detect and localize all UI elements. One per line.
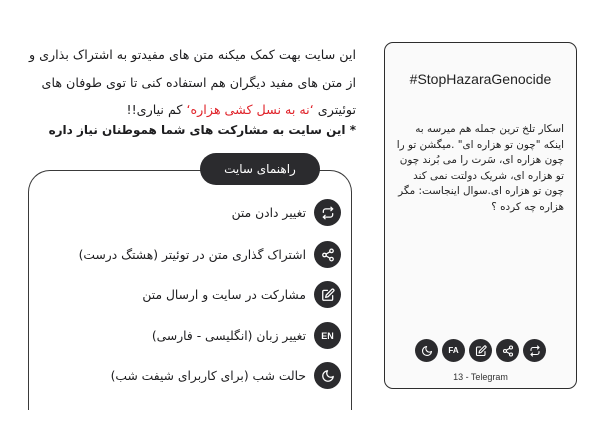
intro-part1: این سایت بهت کمک میکنه متن های مفیدتو به اشتراک بذاری و از متن های مفید دیگران هم استفاده کنی تا توی طوفان های توئیتری: [28, 47, 356, 117]
share-icon: [502, 345, 514, 357]
guide-night-mode-button[interactable]: [314, 362, 341, 389]
guide-share-button[interactable]: [314, 241, 341, 268]
tweet-text: اسکار تلخ ترین جمله هم میرسه به اینکه "چون تو هزاره ای" .میگشن تو را چون هزاره ای، سَرت را می بُرند چون تو هزاره ای، شریک دولتت نمی کند چون تو هزاره ای.سوال اینجاست: مگر هزاره چه کرده ؟: [396, 123, 564, 213]
guide-language-button[interactable]: [314, 322, 341, 349]
language-icon: EN: [321, 330, 334, 341]
intro-text: [22, 41, 356, 124]
language-icon: FA: [448, 346, 459, 355]
guide-item-label: اشتراک گذاری متن در توئیتر (هشتگ درست): [78, 248, 306, 262]
guide-item-label: تغییر دادن متن: [231, 206, 306, 220]
edit-icon: [475, 345, 487, 357]
edit-icon: [321, 288, 335, 302]
intro-highlight: ‘نه به نسل کشی هزاره‘: [186, 102, 314, 117]
intro-note: * این سایت به مشارکت های شما هموطنان نیاز داره: [48, 123, 356, 137]
share-icon: [321, 248, 335, 262]
tweet-card: [384, 42, 577, 389]
guide-change-text-button[interactable]: [314, 199, 341, 226]
guide-item-label: حالت شب (برای کاربرای شیفت شب): [110, 369, 306, 383]
repeat-icon: [321, 206, 335, 220]
card-actions: [385, 339, 576, 362]
repeat-icon: [529, 345, 541, 357]
tweet-source: 13 - Telegram: [453, 372, 508, 382]
guide-item-label: تغییر زبان (انگلیسی - فارسی): [151, 329, 306, 343]
guide-title: راهنمای سایت: [200, 153, 320, 185]
edit-button[interactable]: [469, 339, 492, 362]
language-button[interactable]: [442, 339, 465, 362]
guide-item-label: مشارکت در سایت و ارسال متن: [142, 288, 306, 302]
moon-icon: [321, 369, 335, 383]
intro-part2: کم نیاری!!: [126, 102, 187, 117]
share-button[interactable]: [496, 339, 519, 362]
change-text-button[interactable]: [523, 339, 546, 362]
moon-icon: [421, 345, 433, 357]
guide-edit-button[interactable]: [314, 281, 341, 308]
night-mode-button[interactable]: [415, 339, 438, 362]
hashtag-title: #StopHazaraGenocide: [409, 71, 552, 87]
